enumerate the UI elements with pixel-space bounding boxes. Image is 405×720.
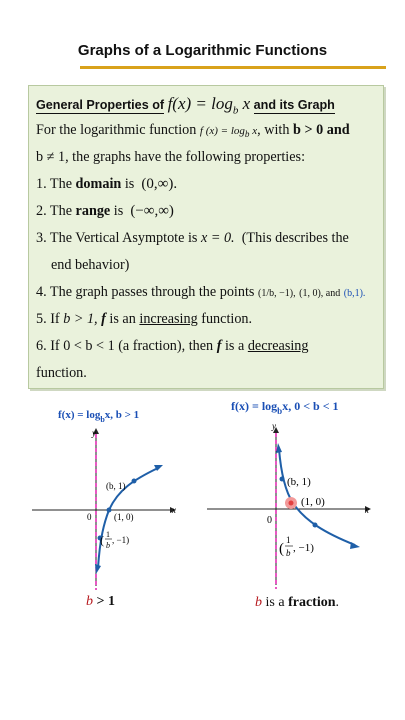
- p4-text: 4. The graph passes through the points: [36, 284, 255, 300]
- p2-val: (−∞,∞): [130, 203, 174, 219]
- caption-left-b: b: [86, 594, 93, 609]
- graph-left-label: $f(x) = \log_bx$, b > 1: [58, 409, 140, 424]
- caption-right-b: b: [255, 595, 262, 610]
- label-b-1: (b, 1): [287, 476, 311, 488]
- property-decreasing: [36, 338, 309, 355]
- property-points: [36, 284, 365, 301]
- header-func-text: f(x) = log: [167, 94, 233, 113]
- p5-key: increasing: [139, 311, 198, 327]
- caption-right-end: .: [335, 595, 339, 610]
- intro-func-base: b: [244, 129, 250, 140]
- p4-point-3: (b,1).: [343, 288, 366, 299]
- point-1-0: [107, 508, 112, 513]
- origin-label: 0: [87, 512, 92, 522]
- p5-f: f: [101, 311, 106, 327]
- label-1b-num: 1: [106, 530, 110, 539]
- intro-with: , with: [257, 122, 290, 138]
- curve-arrow-down: [95, 564, 101, 574]
- p5-cond: b > 1,: [63, 311, 98, 327]
- p6-key: decreasing: [247, 338, 309, 354]
- header-func-base: b: [232, 104, 239, 117]
- property-asymptote: [36, 230, 349, 247]
- p3-eq: x = 0.: [200, 230, 235, 246]
- p6-is: is a: [224, 338, 245, 354]
- graph-decreasing: [205, 393, 385, 593]
- x-axis-label: x: [172, 505, 176, 515]
- caption-right-key: fraction: [288, 595, 336, 610]
- intro-func-var: x: [252, 125, 258, 137]
- label-1b-paren: (: [279, 541, 284, 557]
- properties-box: [28, 85, 384, 389]
- box-header: [36, 94, 335, 116]
- p5-end: function.: [201, 311, 253, 327]
- y-axis-label: y: [92, 428, 96, 438]
- p4-point-1: (1/b, −1),: [257, 288, 296, 299]
- label-1b-den: b: [106, 541, 110, 550]
- caption-left: [86, 594, 115, 610]
- graph-right-label: $f(x) = \log_bx$, 0 < b < 1: [231, 399, 339, 416]
- header-suffix: and its Graph: [253, 98, 335, 112]
- caption-right: [255, 595, 339, 611]
- intro-line-1: [36, 122, 350, 139]
- intro-func: [199, 125, 258, 140]
- p1-key: domain: [75, 176, 122, 192]
- p6-cond: 0 < b < 1 (a fraction), then: [63, 338, 214, 354]
- caption-right-mid: is a: [265, 595, 285, 610]
- point-1b-neg1: [313, 523, 318, 528]
- caption-left-rest: > 1: [96, 594, 115, 609]
- intro-text: For the logarithmic function: [36, 122, 197, 138]
- p5-is: is an: [109, 311, 136, 327]
- intro-cond-1: b > 0 and: [293, 122, 350, 138]
- label-1b-num: 1: [286, 535, 291, 545]
- property-increasing: [36, 311, 252, 328]
- origin-label: 0: [267, 515, 272, 526]
- property-decreasing-cont: function.: [36, 365, 87, 381]
- p1-num: 1. The: [36, 176, 72, 192]
- header-func: [167, 94, 251, 117]
- header-prefix: General Properties of: [36, 98, 165, 112]
- intro-func-text: f (x) = log: [199, 125, 245, 137]
- intro-line-2: b ≠ 1, the graphs have the following properties:: [36, 149, 306, 165]
- p6-f: f: [216, 338, 222, 354]
- p5-if: 5. If: [36, 311, 60, 327]
- property-range: [36, 203, 174, 220]
- p4-point-2: (1, 0), and: [299, 288, 341, 299]
- property-asymptote-cont: end behavior): [51, 257, 130, 273]
- label-1b-den: b: [286, 548, 291, 558]
- point-b-1: [280, 477, 285, 482]
- label-1-0: (1, 0): [301, 496, 325, 508]
- p2-key: range: [75, 203, 111, 219]
- label-1b-y: , −1): [293, 542, 314, 554]
- p1-val: (0,∞).: [141, 176, 178, 192]
- title-underline: [80, 66, 386, 69]
- point-b-1: [132, 479, 137, 484]
- graph-increasing: [30, 398, 190, 598]
- p2-num: 2. The: [36, 203, 72, 219]
- curve-arrow-down: [350, 542, 360, 549]
- y-axis-label: y: [272, 421, 276, 431]
- label-1-0: (1, 0): [114, 512, 134, 522]
- label-1b-paren: (: [100, 533, 104, 547]
- curve-arrow-up: [276, 443, 282, 453]
- p3-desc: (This describes the: [241, 230, 349, 246]
- point-1-0: [289, 501, 294, 506]
- header-func-var: x: [242, 94, 251, 113]
- p2-is: is: [113, 203, 124, 219]
- p3-text: 3. The Vertical Asymptote is: [36, 230, 198, 246]
- p1-is: is: [124, 176, 135, 192]
- property-domain: [36, 176, 177, 193]
- p6-if: 6. If: [36, 338, 60, 354]
- x-axis-label: x: [365, 505, 369, 515]
- page-title: Graphs of a Logarithmic Functions: [77, 42, 328, 59]
- label-b-1: (b, 1): [106, 481, 126, 491]
- label-1b-y: , −1): [112, 535, 130, 545]
